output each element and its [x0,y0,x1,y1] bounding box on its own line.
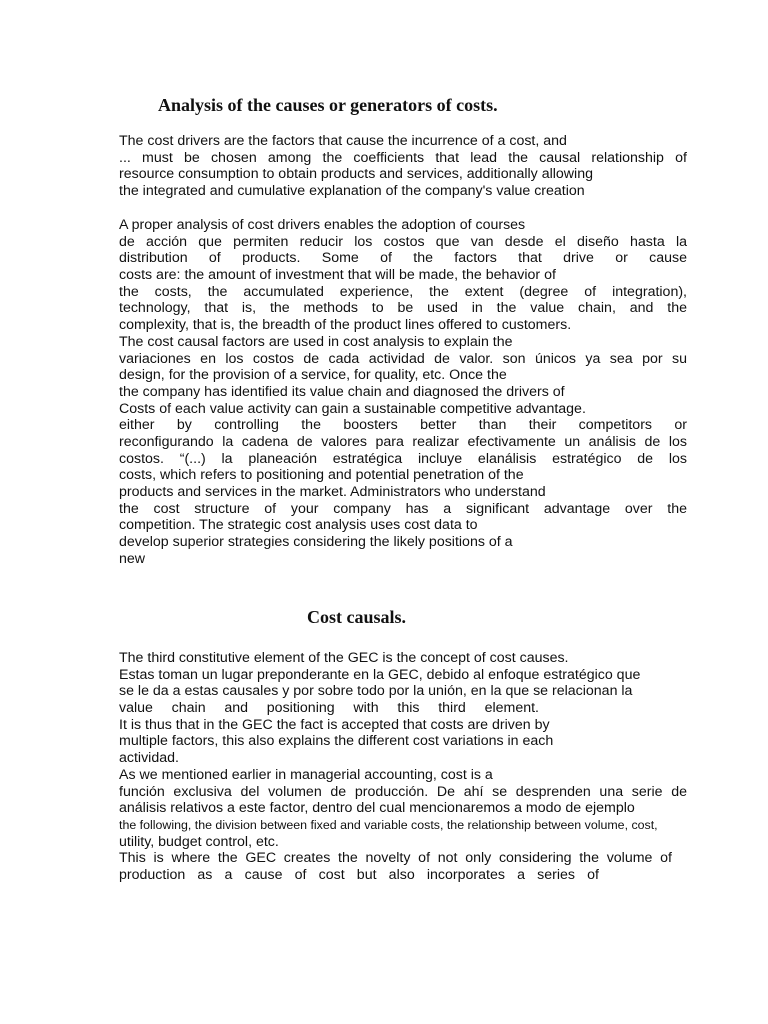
text-line: se le da a estas causales y por sobre todo por la unión, en la que se relacionan la [119,683,633,700]
text-line: As we mentioned earlier in managerial accounting, cost is a [119,766,493,783]
text-line: The cost causal factors are used in cost analysis to explain the [119,333,513,350]
text-line: costs are: the amount of investment that will be made, the behavior of [119,267,556,284]
text-line: análisis relativos a este factor, dentro del cual mencionaremos a modo de ejemplo [119,800,635,817]
text-line: It is thus that in the GEC the fact is accepted that costs are driven by [119,716,550,733]
text-line: distribution of products. Some of the factors that drive or cause [119,250,687,267]
text-line: utility, budget control, etc. [119,833,279,850]
text-line: competition. The strategic cost analysis uses cost data to [119,517,478,534]
text-line: production as a cause of cost but also incorporates a series of [119,866,599,883]
text-line: the integrated and cumulative explanation of the company's value creation [119,183,585,200]
text-line: variaciones en los costos de cada actividad de valor. son únicos ya sea por su [119,350,687,367]
text-line: reconfigurando la cadena de valores para realizar efectivamente un análisis de los [119,433,687,450]
text-line: design, for the provision of a service, for quality, etc. Once the [119,367,507,384]
text-line: resource consumption to obtain products and services, additionally allowing [119,166,593,183]
text-line: complexity, that is, the breadth of the product lines offered to customers. [119,317,572,334]
text-line: actividad. [119,750,179,767]
text-line: A proper analysis of cost drivers enables the adoption of courses [119,217,526,233]
text-line: products and services in the market. Administrators who understand [119,484,546,500]
text-line: develop superior strategies considering the likely positions of a [119,534,513,551]
text-line: función exclusiva del volumen de producción. De ahí se desprenden una serie de [119,783,687,800]
text-line: new [119,550,146,567]
text-line: Costs of each value activity can gain a sustainable competitive advantage. [119,400,586,417]
paragraph-cost-driver-analysis [119,217,687,567]
text-line: ... must be chosen among the coefficients that lead the causal relationship of [119,149,687,166]
text-line: value chain and positioning with this third element. [119,700,539,717]
text-line: de acción que permiten reducir los costos que van desde el diseño hasta la [119,233,687,250]
paragraph-cost-causals [119,650,687,884]
paragraph-cost-drivers-intro [119,133,687,200]
section-heading-cost-generators: Analysis of the causes or generators of costs. [158,95,498,115]
text-line: costos. “(...) la planeación estratégica incluye elanálisis estratégico de los [119,450,687,467]
text-line: The cost drivers are the factors that cause the incurrence of a cost, and [119,133,567,149]
text-line: the company has identified its value chain and diagnosed the drivers of [119,383,565,400]
text-line: technology, that is, the methods to be used in the value chain, and the [119,300,687,317]
text-line: costs, which refers to positioning and potential penetration of the [119,467,524,484]
text-line: Estas toman un lugar preponderante en la GEC, debido al enfoque estratégico que [119,666,641,683]
text-line: The third constitutive element of the GEC is the concept of cost causes. [119,650,569,666]
text-line: the following, the division between fixed and variable costs, the relationship between volume, cost, [119,817,658,832]
text-line: multiple factors, this also explains the different cost variations in each [119,733,554,750]
text-line: either by controlling the boosters better than their competitors or [119,417,687,434]
text-line: the costs, the accumulated experience, the extent (degree of integration), [119,283,687,300]
text-line: the cost structure of your company has a significant advantage over the [119,500,687,517]
section-heading-cost-causals: Cost causals. [307,607,407,627]
text-line: This is where the GEC creates the novelty of not only considering the volume of [119,850,672,867]
